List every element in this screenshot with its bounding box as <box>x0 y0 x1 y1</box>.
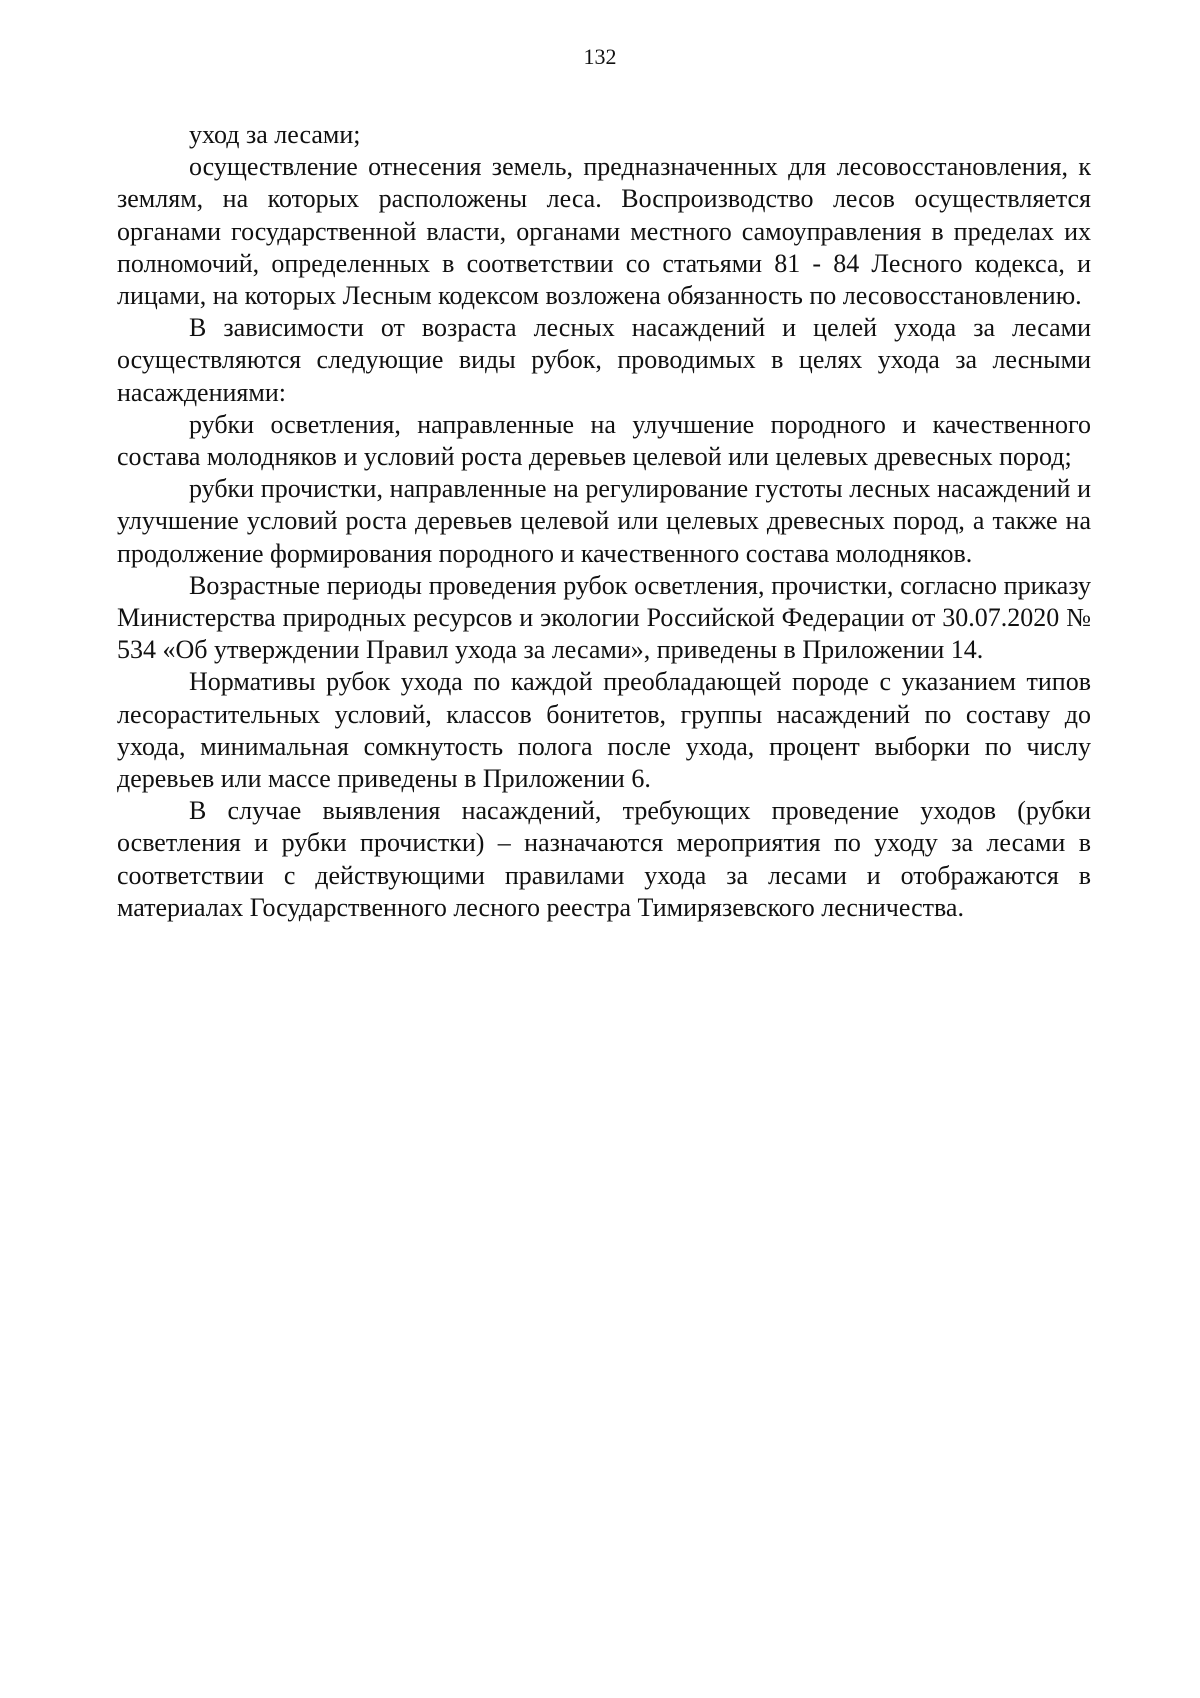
paragraph-lightening-cuttings: рубки осветления, направленные на улучшение породного и качественного состава молодняков и условий роста деревьев целевой или целевых древесных пород; <box>117 409 1091 472</box>
paragraph-age-periods: Возрастные периоды проведения рубок осветления, прочистки, согласно приказу Министерства природных ресурсов и экологии Российской Федерации от 30.07.2020 № 534 «Об утверждении Правил ухода за лесами», приведены в Приложении 14. <box>117 570 1091 665</box>
document-body <box>117 119 1091 924</box>
paragraph-forest-care: уход за лесами; <box>189 120 361 149</box>
paragraph-land-assignment: осуществление отнесения земель, предназначенных для лесовосстановления, к землям, на которых расположены леса. Воспроизводство лесов осуществляется органами государственной власти, органами местного самоуправления в пределах их полномочий, определенных в соответствии со статьями 81 - 84 Лесного кодекса, и лицами, на которых Лесным кодексом возложена обязанность по лесовосстановлению. <box>117 152 1091 311</box>
page-number: 132 <box>583 44 617 69</box>
paragraph-cutting-types: В зависимости от возраста лесных насаждений и целей ухода за лесами осуществляются следующие виды рубок, проводимых в целях ухода за лесными насаждениями: <box>117 313 1091 407</box>
paragraph-cutting-norms: Нормативы рубок ухода по каждой преобладающей породе с указанием типов лесорастительных условий, классов бонитетов, группы насаждений по составу до ухода, минимальная сомкнутость полога после ухода, процент выборки по числу деревьев или массе приведены в Приложении 6. <box>117 667 1091 794</box>
paragraph-detection-measures: В случае выявления насаждений, требующих проведение уходов (рубки осветления и рубки прочистки) – назначаются мероприятия по уходу за лесами в соответствии с действующими правилами ухода за лесами и отображаются в материалах Государственного лесного реестра Тимирязевского лесничества. <box>117 796 1091 922</box>
paragraph-cleaning-cuttings: рубки прочистки, направленные на регулирование густоты лесных насаждений и улучшение условий роста деревьев целевой или целевых древесных пород, а также на продолжение формирования породного и качественного состава молодняков. <box>117 474 1091 568</box>
